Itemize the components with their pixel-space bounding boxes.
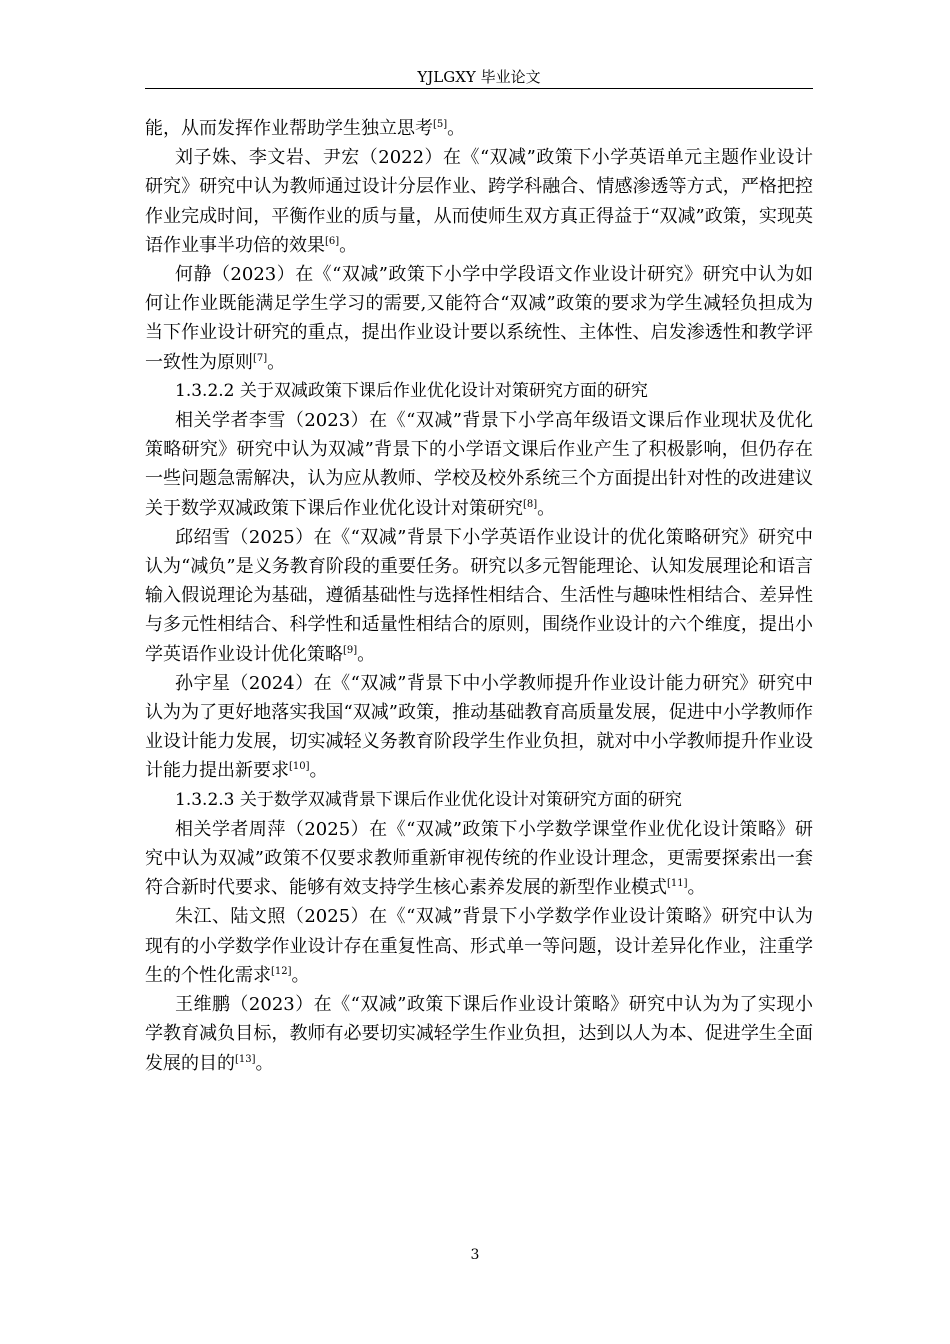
section-heading: 1.3.2.3 关于数学双减背景下课后作业优化设计对策研究方面的研究 <box>175 789 682 810</box>
citation: [13] <box>235 1053 256 1065</box>
paragraph: 能，从而发挥作业帮助学生独立思考[5]。 <box>145 118 466 139</box>
paragraph: 朱江、陆文照（2025）在《“双减”背景下小学数学作业设计策略》研究中认为现有的小学数学作业设计存在重复性高、形式单一等问题，设计差异化作业，注重学生的个性化需求[12]。 <box>145 906 813 986</box>
citation: [6] <box>325 235 340 247</box>
page-number: 3 <box>470 1247 480 1263</box>
citation: [5] <box>433 119 448 130</box>
citation: [7] <box>253 352 268 364</box>
paragraph: 相关学者李雪（2023）在《“双减”背景下小学高年级语文课后作业现状及优化策略研究》研究中认为双减”背景下的小学语文课后作业产生了积极影响，但仍存在一些问题急需解决，认为应从教师、学校及校外系统三个方面提出针对性的改进建议关于数学双减政策下课后作业优化设计对策研究[8]。 <box>145 410 813 519</box>
paragraph: 孙宇星（2024）在《“双减”背景下中小学教师提升作业设计能力研究》研究中认为为了更好地落实我国“双减”政策，推动基础教育高质量发展，促进中小学教师作业设计能力发展，切实减轻义务教育阶段学生作业负担，就对中小学教师提升作业设计能力提出新要求[10]。 <box>145 672 813 782</box>
document-body <box>145 114 813 1078</box>
citation: [11] <box>667 878 688 890</box>
citation: [8] <box>523 498 538 510</box>
citation: [10] <box>289 761 310 773</box>
paragraph: 相关学者周萍（2025）在《“双减”政策下小学数学课堂作业优化设计策略》研究中认为双减”政策不仅要求教师重新审视传统的作业设计理念，更需要探索出一套符合新时代要求、能够有效支持学生核心素养发展的新型作业模式[11]。 <box>145 818 813 899</box>
citation: [12] <box>271 965 292 977</box>
section-heading: 1.3.2.2 关于双减政策下课后作业优化设计对策研究方面的研究 <box>175 380 648 401</box>
paragraph: 刘子姝、李文岩、尹宏（2022）在《“双减”政策下小学英语单元主题作业设计研究》研究中认为教师通过设计分层作业、跨学科融合、情感渗透等方式，严格把控作业完成时间，平衡作业的质与量，从而使师生双方真正得益于“双减”政策，实现英语作业事半功倍的效果[6]。 <box>145 147 813 256</box>
page-header: YJLGXY 毕业论文 <box>145 66 813 89</box>
paragraph: 王维鹏（2023）在《“双减”政策下课后作业设计策略》研究中认为为了实现小学教育减负目标，教师有必要切实减轻学生作业负担，达到以人为本、促进学生全面发展的目的[13]。 <box>145 994 813 1074</box>
paragraph: 何静（2023）在《“双减”政策下小学中学段语文作业设计研究》研究中认为如何让作业既能满足学生学习的需要,又能符合“双减”政策的要求为学生减轻负担成为当下作业设计研究的重点，提出作业设计要以系统性、主体性、启发渗透性和教学评一致性为原则[7]。 <box>145 264 813 373</box>
citation: [9] <box>343 644 358 656</box>
paragraph: 邱绍雪（2025）在《“双减”背景下小学英语作业设计的优化策略研究》研究中认为“减负”是义务教育阶段的重要任务。研究以多元智能理论、认知发展理论和语言输入假说理论为基础，遵循基础性与选择性相结合、生活性与趣味性相结合、差异性与多元性相结合、科学性和适量性相结合的原则，围绕作业设计的六个维度，提出小学英语作业设计优化策略[9]。 <box>145 526 813 665</box>
